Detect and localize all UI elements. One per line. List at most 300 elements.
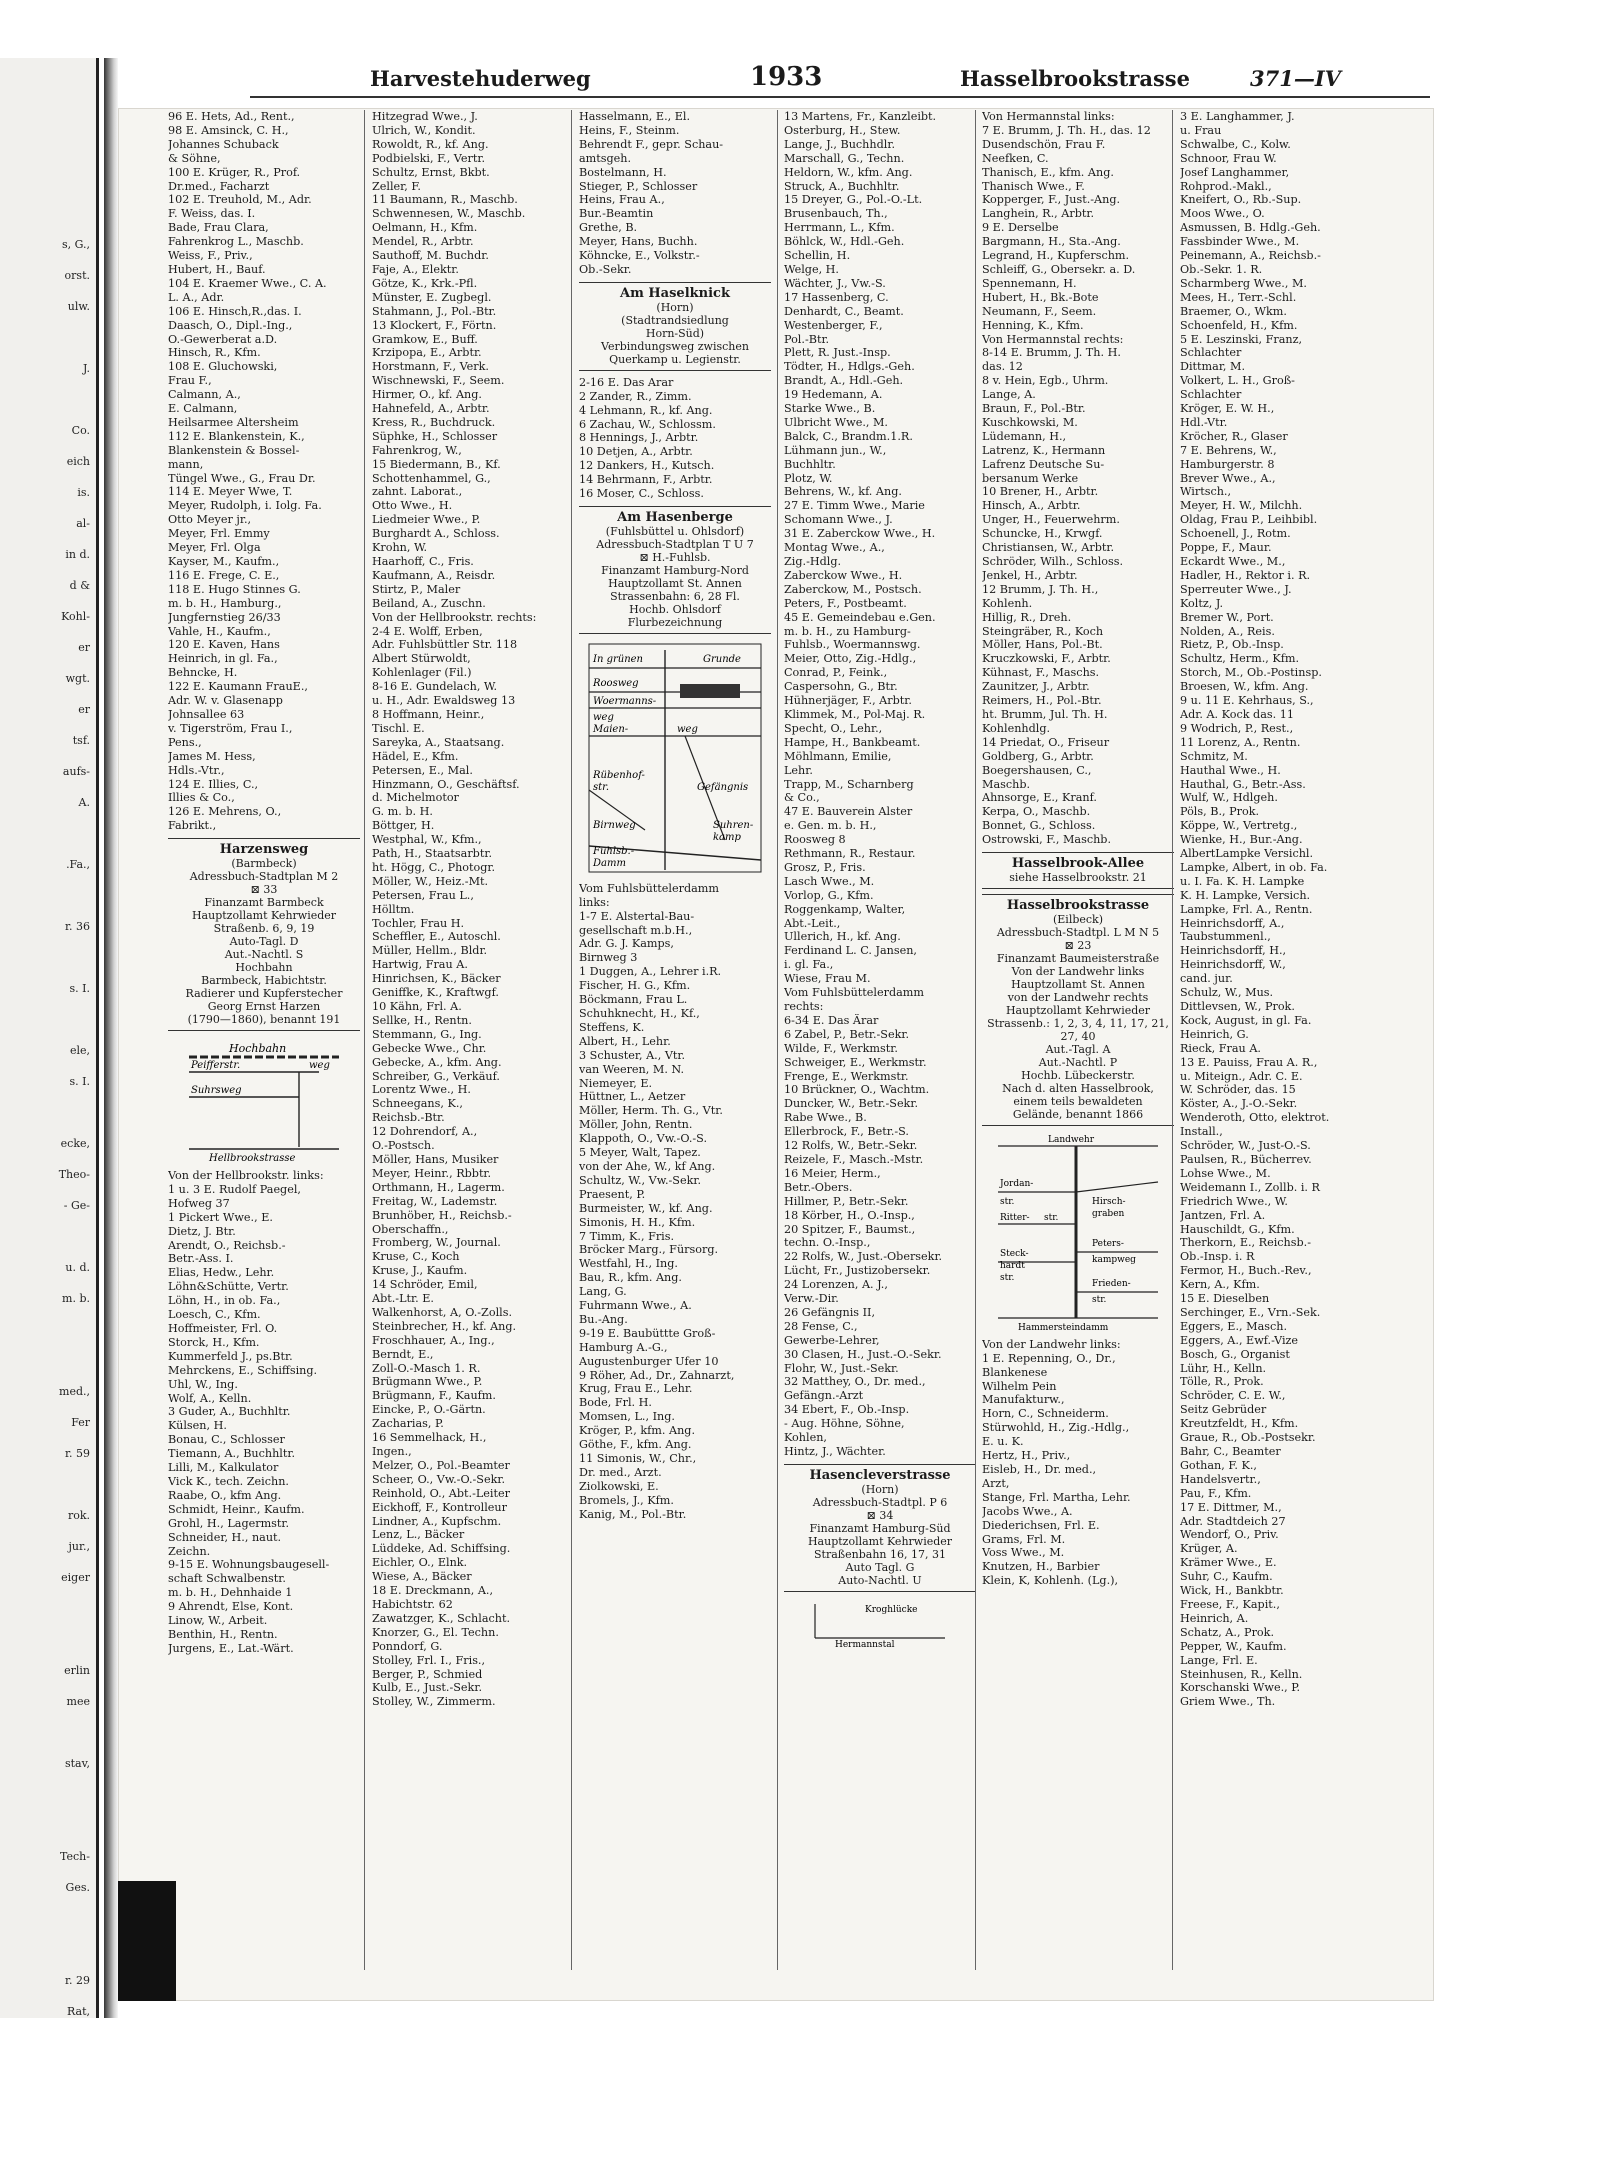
directory-entry: Eickhoff, F., Kontrolleur <box>372 1500 507 1514</box>
directory-entry: Stemmann, G., Ing. <box>372 1027 482 1041</box>
directory-entry: James M. Hess, <box>168 749 256 763</box>
directory-entry: 1 Duggen, A., Lehrer i.R. <box>579 965 722 979</box>
directory-entry: L. A., Adr. <box>168 290 225 304</box>
directory-entry: Vick K., tech. Zeichn. <box>168 1474 289 1488</box>
directory-entry: Hartwig, Frau A. <box>372 958 468 972</box>
directory-entry: Hinsch, A., Arbtr. <box>982 499 1081 513</box>
gutter-text-fragment: aufs- <box>62 765 90 778</box>
gutter-text-fragment: er <box>78 703 90 716</box>
map-label: Gefängnis <box>697 781 749 793</box>
directory-entry: Pepper, W., Kaufm. <box>1180 1639 1287 1653</box>
directory-entry: Schwalbe, C., Kolw. <box>1180 137 1291 151</box>
directory-entry: cand. jur. <box>1180 972 1233 986</box>
directory-entry: Zeichn. <box>168 1544 211 1558</box>
directory-entry: Roggenkamp, Walter, <box>784 902 906 916</box>
directory-entry: Therkorn, E., Reichsb.- <box>1180 1236 1311 1250</box>
directory-entry: Gebecke, A., kfm. Ang. <box>372 1055 502 1069</box>
directory-entry: Wienke, H., Bur.-Ang. <box>1180 833 1303 847</box>
directory-entry: Hädel, E., Kfm. <box>372 749 459 763</box>
gutter-text-fragment: s. I. <box>69 982 90 995</box>
directory-entry: Kreutzfeldt, H., Kfm. <box>1180 1417 1299 1431</box>
directory-entry: - Aug. Höhne, Söhne, <box>784 1417 905 1431</box>
directory-entry: 12 Rolfs, W., Betr.-Sekr. <box>784 1139 918 1153</box>
directory-entry: Krug, Frau E., Lehr. <box>579 1382 693 1396</box>
directory-entry: Specht, O., Lehr., <box>784 721 883 735</box>
map-label: Hammersteindamm <box>1018 1322 1109 1332</box>
gutter-text-fragment: m. b. <box>62 1292 90 1305</box>
directory-entry: Bau, R., kfm. Ang. <box>579 1271 682 1285</box>
street-box-hasselbrook-allee <box>982 852 1174 889</box>
directory-entry: Lohse Wwe., M. <box>1180 1166 1271 1180</box>
directory-entry: 6 Zabel, P., Betr.-Sekr. <box>784 1027 910 1041</box>
header-right-street: Hasselbrookstrasse <box>960 66 1190 91</box>
directory-entry: Pöls, B., Prok. <box>1180 805 1260 819</box>
column-2-entries <box>372 110 564 1709</box>
directory-entry: Kopperger, F., Just.-Ang. <box>982 193 1121 207</box>
directory-entry: Storch, M., Ob.-Postinsp. <box>1180 666 1322 680</box>
directory-entry: Schreiber, G., Verkäuf. <box>372 1069 500 1083</box>
directory-entry: Lindner, A., Kupfschm. <box>372 1514 502 1528</box>
map-label: Hellbrookstrasse <box>209 1153 296 1164</box>
directory-entry: Freese, F., Kapit., <box>1180 1597 1280 1611</box>
street-info-line: Von der Landwehr links <box>1011 964 1145 978</box>
street-info-line: Adressbuch-Stadtpl. L M N 5 <box>996 925 1160 939</box>
directory-entry: Pol.-Btr. <box>784 332 830 346</box>
directory-entry: Roosweg 8 <box>784 833 846 847</box>
directory-entry: Schultz, Herm., Kfm. <box>1180 652 1300 666</box>
directory-entry: Brügmann, F., Kaufm. <box>372 1389 496 1403</box>
directory-entry: Eggers, A., Ewf.-Vize <box>1180 1333 1299 1347</box>
directory-entry: Münster, E. Zugbegl. <box>372 290 492 304</box>
street-info-line: Radierer und Kupferstecher <box>185 987 343 1001</box>
directory-entry: Ingen., <box>372 1445 412 1458</box>
directory-entry: Mees, H., Terr.-Schl. <box>1180 290 1297 304</box>
gutter-text-fragment: er <box>78 641 90 654</box>
map-label: str. <box>593 781 610 793</box>
map-label: str. <box>1092 1294 1107 1305</box>
directory-entry: Tödter, H., Hdlgs.-Geh. <box>784 360 915 374</box>
directory-entry: Möller, W., Heiz.-Mt. <box>372 874 489 888</box>
directory-entry: 24 Lorenzen, A. J., <box>784 1278 888 1292</box>
directory-entry: gesellschaft m.b.H., <box>579 923 693 937</box>
directory-entry: ht. Högg, C., Photogr. <box>372 860 496 874</box>
directory-entry: Maschb. <box>982 777 1031 791</box>
directory-entry: Melzer, O., Pol.-Beamter <box>372 1458 510 1472</box>
directory-entry: Legrand, H., Kupferschm. <box>982 249 1130 263</box>
street-info-line: (1790—1860), benannt 191 <box>187 1013 341 1027</box>
directory-entry: Graue, R., Ob.-Postsekr. <box>1180 1431 1316 1445</box>
directory-entry: Scheffler, E., Autoschl. <box>372 930 501 944</box>
directory-entry: Suhr, C., Kaufm. <box>1180 1570 1273 1584</box>
directory-entry: Otto Meyer jr., <box>168 513 252 527</box>
gutter-text-fragment: eiger <box>61 1571 90 1584</box>
column-3-entries <box>579 110 771 277</box>
directory-entry: Goldberg, G., Arbtr. <box>982 749 1094 763</box>
directory-entry: Ferdinand L. C. Jansen, <box>784 944 917 958</box>
directory-entry: Raabe, O., kfm Ang. <box>168 1488 282 1502</box>
directory-entry: Peinemann, A., Reichsb.- <box>1180 249 1321 263</box>
directory-entry: Schneider, H., naut. <box>168 1530 282 1544</box>
directory-entry: m. b. H., Hamburg., <box>168 596 282 610</box>
directory-entry: Beiland, A., Zuschn. <box>372 596 486 610</box>
directory-entry: schaft Schwalbenstr. <box>168 1572 286 1586</box>
directory-entry: Gewerbe-Lehrer, <box>784 1333 880 1347</box>
directory-entry: Conrad, P., Feink., <box>784 666 888 680</box>
directory-entry: Lampke, Albert, in ob. Fa. <box>1180 860 1328 874</box>
map-label: str. <box>1044 1212 1059 1223</box>
directory-entry: Mehrckens, E., Schiffsing. <box>168 1363 318 1377</box>
street-info-line: Adressbuch-Stadtplan T U 7 <box>596 537 754 551</box>
column-3-entries-haselknick <box>579 376 771 501</box>
map-label: Rübenhof- <box>593 769 645 781</box>
directory-entry: & Co., <box>784 791 820 805</box>
directory-entry: 6 Zachau, W., Schlossm. <box>579 417 716 431</box>
directory-entry: Spennemann, H. <box>982 276 1077 290</box>
directory-entry: Stirtz, P., Maler <box>372 582 461 596</box>
directory-entry: Möhlmann, Emilie, <box>784 749 892 763</box>
directory-entry: Uhl, W., Ing. <box>168 1377 238 1391</box>
directory-entry: Illies & Co., <box>168 791 235 805</box>
gutter-text-fragment: ulw. <box>67 300 90 313</box>
directory-entry: Zawatzger, K., Schlacht. <box>372 1611 511 1625</box>
directory-entry: Dittlevsen, W., Prok. <box>1180 1000 1295 1013</box>
directory-entry: Kanig, M., Pol.-Btr. <box>579 1507 687 1521</box>
directory-entry: 98 E. Amsinck, C. H., <box>168 123 289 137</box>
directory-entry: 11 Simonis, W., Chr., <box>579 1452 697 1465</box>
directory-entry: Augustenburger Ufer 10 <box>579 1354 719 1368</box>
directory-entry: 8 v. Hein, Egb., Uhrm. <box>982 374 1109 388</box>
directory-entry: 118 E. Hugo Stinnes G. <box>168 582 301 596</box>
directory-entry: Schomann Wwe., J. <box>784 513 893 527</box>
directory-entry: Tüngel Wwe., G., Frau Dr. <box>168 471 316 485</box>
column-1 <box>168 110 360 1656</box>
header-page-number: 371—IV <box>1250 66 1341 91</box>
column-2 <box>372 110 564 1709</box>
directory-entry: Göthe, F., kfm. Ang. <box>579 1438 692 1452</box>
directory-entry: Grosz, P., Fris. <box>784 860 866 874</box>
directory-entry: 32 Matthey, O., Dr. med., <box>784 1375 926 1389</box>
directory-entry: 104 E. Kraemer Wwe., C. A. <box>168 276 327 290</box>
directory-entry: Lafrenz Deutsche Su- <box>982 457 1105 471</box>
directory-entry: Niemeyer, E. <box>579 1076 653 1090</box>
directory-entry: 3 Guder, A., Buchhltr. <box>168 1405 291 1419</box>
street-info-line: Hauptzollamt Kehrwieder <box>1005 1003 1151 1017</box>
directory-entry: Hillmer, P., Betr.-Sekr. <box>784 1194 909 1208</box>
directory-entry: Klappoth, O., Vw.-O.-S. <box>579 1132 707 1146</box>
directory-entry: 13 Martens, Fr., Kanzleibt. <box>784 110 937 123</box>
directory-entry: Heinrich, A. <box>1180 1611 1249 1625</box>
directory-entry: Meyer, H. W., Milchh. <box>1180 499 1303 513</box>
column-divider <box>777 110 778 1970</box>
directory-entry: Griem Wwe., Th. <box>1180 1695 1276 1709</box>
directory-entry: Vom Fuhlsbüttelerdamm <box>784 986 925 1000</box>
directory-entry: Böhlck, W., Hdl.-Geh. <box>784 235 905 249</box>
directory-entry: 34 Ebert, F., Ob.-Insp. <box>784 1403 910 1417</box>
directory-entry: 9 Röher, Ad., Dr., Zahnarzt, <box>579 1368 735 1382</box>
directory-entry: m. b. H., zu Hamburg- <box>784 624 911 638</box>
directory-entry: Oldag, Frau P., Leihbibl. <box>1180 513 1318 527</box>
gutter-text-fragment: wgt. <box>65 672 90 685</box>
directory-entry: Reinhold, O., Abt.-Leiter <box>372 1486 510 1500</box>
directory-entry: Hoffmeister, Frl. O. <box>168 1322 278 1335</box>
street-info-line: Aut.-Nachtl. P <box>1038 1055 1118 1069</box>
directory-entry: Stange, Frl. Martha, Lehr. <box>982 1490 1131 1504</box>
directory-entry: Lasch Wwe., M. <box>784 874 875 888</box>
directory-entry: Köster, A., J.-O.-Sekr. <box>1180 1097 1298 1111</box>
directory-entry: bersanum Werke <box>982 471 1079 485</box>
directory-entry: Geniffke, K., Kraftwgf. <box>372 986 499 1000</box>
street-info-line: Georg Ernst Harzen <box>207 1000 321 1014</box>
directory-entry: 3 E. Langhammer, J. <box>1180 110 1295 123</box>
map-label: Fuhlsb.- <box>593 845 635 857</box>
directory-entry: Von der Hellbrookstr. rechts: <box>372 610 537 624</box>
directory-entry: Betr.-Obers. <box>784 1180 853 1194</box>
directory-entry: Sareyka, A., Staatsang. <box>372 735 505 749</box>
directory-entry: Linow, W., Arbeit. <box>168 1614 268 1628</box>
street-info-line: Gelände, benannt 1866 <box>1012 1107 1144 1121</box>
directory-entry: Meier, Otto, Zig.-Hdlg., <box>784 652 917 666</box>
directory-entry: Eggers, E., Masch. <box>1180 1319 1288 1333</box>
gutter-text-fragment: jur., <box>68 1540 90 1553</box>
directory-entry: Taubstummenl., <box>1180 930 1271 944</box>
street-info-line: Hauptzollamt Kehrwieder <box>191 909 337 923</box>
directory-entry: Heins, F., Steinm. <box>579 123 680 137</box>
directory-entry: Rowoldt, R., kf. Ang. <box>372 137 489 151</box>
directory-entry: Schmitz, M. <box>1180 749 1248 763</box>
directory-entry: Schwennesen, W., Maschb. <box>372 207 526 221</box>
directory-entry: Berger, P., Schmied <box>372 1667 483 1681</box>
directory-entry: Tochler, Frau H. <box>372 916 465 930</box>
directory-entry: Birnweg 3 <box>579 951 638 965</box>
directory-entry: Sperreuter Wwe., J. <box>1180 582 1292 596</box>
directory-entry: Hdl.-Vtr. <box>1180 415 1228 429</box>
directory-entry: Ob.-Insp. i. R <box>1180 1250 1255 1264</box>
street-info-line: (Stadtrandsiedlung <box>621 313 729 327</box>
directory-entry: 108 E. Gluchowski, <box>168 360 278 374</box>
gutter-text-fragment: r. 36 <box>64 920 90 933</box>
directory-entry: Hubert, H., Bk.-Bote <box>982 290 1099 304</box>
directory-entry: 14 Behrmann, F., Arbtr. <box>579 473 713 487</box>
street-box-hasselbrookstrasse <box>982 894 1174 1126</box>
directory-entry: 9 E. Derselbe <box>982 221 1059 235</box>
directory-entry: Zacharias, P. <box>372 1417 444 1431</box>
street-info-line: (Horn) <box>861 1482 899 1496</box>
gutter-text-fragment: r. 29 <box>64 1974 90 1987</box>
gutter-text-fragment: eich <box>66 455 90 468</box>
street-info-line: ⊠ 23 <box>1064 938 1092 952</box>
directory-entry: Kuschkowski, M. <box>982 415 1078 429</box>
directory-entry: 13 E. Pauiss, Frau A. R., <box>1180 1055 1318 1069</box>
street-box-am-haselknick <box>579 282 771 371</box>
directory-entry: 2 Zander, R., Zimm. <box>579 389 692 403</box>
directory-entry: Zaberckow, M., Postsch. <box>784 582 922 596</box>
directory-entry: Simonis, H. H., Kfm. <box>579 1215 696 1229</box>
street-box-hasencleverstrasse <box>784 1464 976 1592</box>
directory-entry: Poppe, F., Maur. <box>1180 541 1272 555</box>
map-label: Peifferstr. <box>191 1060 241 1072</box>
directory-entry: Ostrowski, F., Maschb. <box>982 833 1112 847</box>
directory-entry: Diederichsen, Frl. E. <box>982 1518 1100 1532</box>
directory-entry: Podbielski, F., Vertr. <box>372 151 485 165</box>
directory-entry: Zaunitzer, J., Arbtr. <box>982 680 1090 694</box>
directory-entry: van Weeren, M. N. <box>579 1062 685 1076</box>
scan-corner-shadow <box>118 1881 176 2001</box>
street-info <box>579 301 771 366</box>
street-info-line: Hauptzollamt St. Annen <box>608 576 742 590</box>
directory-entry: Thanisch Wwe., F. <box>982 179 1085 193</box>
directory-entry: Praesent, P. <box>579 1187 646 1201</box>
directory-entry: Kohlenlager (Fil.) <box>372 666 472 680</box>
map-label: Landwehr <box>1048 1134 1095 1145</box>
street-info-line: Auto-Nachtl. U <box>838 1573 922 1587</box>
column-divider <box>1172 110 1173 1970</box>
directory-entry: 122 E. Kaumann FrauE., <box>168 680 308 694</box>
directory-entry: e. Gen. m. b. H., <box>784 819 877 833</box>
directory-entry: Schoenell, J., Rotm. <box>1180 527 1291 541</box>
gutter-text-fragment: Ges. <box>65 1881 90 1894</box>
directory-entry: Seitz Gebrüder <box>1180 1403 1267 1417</box>
directory-entry: Hüttner, L., Aetzer <box>579 1090 686 1104</box>
directory-entry: Lücht, Fr., Justizobersekr. <box>784 1264 931 1278</box>
street-info-line: Hochbahn <box>235 961 293 975</box>
directory-entry: Bostelmann, H. <box>579 165 667 179</box>
directory-entry: Schultz, Ernst, Bkbt. <box>372 165 490 179</box>
directory-entry: Berndt, E., <box>372 1347 434 1361</box>
directory-entry: Horstmann, F., Verk. <box>372 360 489 374</box>
directory-entry: Schuncke, H., Krwgf. <box>982 527 1103 541</box>
directory-entry: Petersen, E., Mal. <box>372 763 473 777</box>
directory-entry: Heins, Frau A., <box>579 193 665 207</box>
directory-entry: Tölle, R., Prok. <box>1180 1375 1264 1389</box>
directory-entry: Liedmeier Wwe., P. <box>372 513 481 527</box>
directory-entry: Jungfernstieg 26/33 <box>168 610 281 624</box>
gutter-text-fragment: s, G., <box>61 238 90 251</box>
directory-entry: 112 E. Blankenstein, K., <box>168 429 305 443</box>
directory-entry: Hinzmann, O., Geschäftsf. <box>372 777 520 791</box>
directory-entry: Herrmann, L., Kfm. <box>784 221 895 235</box>
directory-entry: 100 E. Krüger, R., Prof. <box>168 165 301 179</box>
street-info <box>982 913 1174 1121</box>
directory-entry: Scheer, O., Vw.-O.-Sekr. <box>372 1472 506 1486</box>
street-box-am-hasenberge <box>579 506 771 634</box>
directory-entry: 15 Dreyer, G., Pol.-O.-Lt. <box>784 193 923 207</box>
directory-entry: Heinrichsdorff, W., <box>1180 958 1286 972</box>
directory-entry: Peters, F., Postbeamt. <box>784 596 907 610</box>
previous-page-gutter <box>0 58 99 2018</box>
street-title: Am Hasenberge <box>617 509 733 525</box>
directory-entry: Mendel, R., Arbtr. <box>372 235 474 249</box>
directory-entry: Hahnefeld, A., Arbtr. <box>372 402 490 416</box>
directory-entry: Fassbinder Wwe., M. <box>1180 235 1300 249</box>
directory-entry: Gebecke Wwe., Chr. <box>372 1041 487 1055</box>
directory-entry: E. Calmann, <box>168 402 238 416</box>
gutter-text-fragment: Rat, <box>66 2005 90 2018</box>
directory-entry: 12 Brumm, J. Th. H., <box>982 582 1099 596</box>
map-label: Grunde <box>703 653 741 665</box>
directory-entry: Oberschaffn., <box>372 1222 449 1236</box>
directory-entry: Hinsch, R., Kfm. <box>168 346 261 360</box>
directory-entry: 96 E. Hets, Ad., Rent., <box>168 110 295 123</box>
directory-entry: Fahrenkrog L., Maschb. <box>168 235 304 249</box>
street-info-line: von der Landwehr rechts <box>1007 990 1149 1004</box>
street-info-line: Auto Tagl. G <box>845 1560 915 1574</box>
directory-entry: Neumann, F., Seem. <box>982 304 1097 318</box>
directory-entry: Kummerfeld J., ps.Btr. <box>168 1349 293 1363</box>
directory-entry: Handelsvertr., <box>1180 1472 1261 1486</box>
directory-entry: Süphke, H., Schlosser <box>372 429 498 443</box>
directory-entry: Fuhlsb., Woermannswg. <box>784 638 921 652</box>
directory-entry: d. Michelmotor <box>372 791 459 805</box>
directory-entry: Behncke, H. <box>168 666 238 680</box>
directory-entry: Trapp, M., Scharnberg <box>784 777 914 791</box>
column-4 <box>784 110 976 1654</box>
directory-entry: Burghardt A., Schloss. <box>372 527 500 541</box>
directory-entry: 114 E. Meyer Wwe, T. <box>168 485 293 499</box>
directory-entry: Brandt, A., Hdl.-Geh. <box>784 374 904 388</box>
street-info-line: Aut.-Tagl. A <box>1045 1042 1111 1056</box>
street-info-line: Hauptzollamt Kehrwieder <box>807 1534 953 1548</box>
gutter-text-fragment: s. I. <box>69 1075 90 1088</box>
directory-entry: 28 Fense, C., <box>784 1319 858 1333</box>
directory-entry: 9-19 E. Baubüttte Groß- <box>579 1326 716 1340</box>
gutter-text-fragment: .Fa., <box>66 858 90 871</box>
gutter-text-fragment: Co. <box>71 424 90 437</box>
directory-entry: Dr.med., Facharzt <box>168 179 270 193</box>
directory-entry: Wächter, J., Vw.-S. <box>784 276 886 290</box>
directory-entry: Walkenhorst, A, O.-Zolls. <box>372 1305 513 1319</box>
directory-entry: Lang, G. <box>579 1285 627 1299</box>
directory-entry: Lüddeke, Ad. Schiffsing. <box>372 1542 511 1556</box>
gutter-text-fragment: mee <box>66 1695 90 1708</box>
directory-entry: Lehr. <box>784 763 813 777</box>
directory-entry: 11 Baumann, R., Maschb. <box>372 193 518 207</box>
directory-entry: Jantzen, Frl. A. <box>1180 1208 1266 1222</box>
directory-entry: Kohlen, <box>784 1431 827 1445</box>
directory-entry: E. u. K. <box>982 1435 1024 1449</box>
directory-entry: Köhncke, E., Volkstr.- <box>579 249 700 263</box>
directory-entry: 8-16 E. Gundelach, W. <box>372 680 498 694</box>
directory-entry: 102 E. Treuhold, M., Adr. <box>168 193 312 207</box>
street-title: Hasselbrook-Allee <box>1011 856 1145 872</box>
directory-entry: Plett, R. Just.-Insp. <box>784 346 891 360</box>
directory-entry: 14 Priedat, O., Friseur <box>982 735 1110 749</box>
directory-entry: Grams, Frl. M. <box>982 1532 1066 1546</box>
directory-entry: Wilde, F., Werkmstr. <box>784 1041 898 1055</box>
directory-entry: Vom Fuhlsbüttelerdamm <box>579 881 720 895</box>
directory-entry: Path, H., Staatsarbtr. <box>372 847 493 861</box>
directory-entry: Kayser, M., Kaufm., <box>168 555 280 568</box>
directory-entry: F. Weiss, das. I. <box>168 207 256 221</box>
column-1-entries-continued <box>168 1169 360 1656</box>
directory-entry: Knorzer, G., El. Techn. <box>372 1625 499 1639</box>
directory-entry: Adr. G. J. Kamps, <box>579 937 674 951</box>
directory-entry: Westphal, W., Kfm., <box>372 833 482 847</box>
directory-entry: Külsen, H. <box>168 1419 227 1433</box>
directory-entry: Faje, A., Elektr. <box>372 262 459 276</box>
column-6-entries <box>1180 110 1372 1709</box>
directory-entry: 1 u. 3 E. Rudolf Paegel, <box>168 1182 301 1196</box>
gutter-text-fragment: in d. <box>65 548 90 561</box>
directory-entry: 10 Detjen, A., Arbtr. <box>579 445 693 459</box>
directory-entry: Petersen, Frau L., <box>372 888 474 902</box>
directory-entry: Braun, F., Pol.-Btr. <box>982 402 1086 416</box>
directory-entry: Hasselmann, E., El. <box>579 110 691 123</box>
directory-entry: Rietz, P., Ob.-Insp. <box>1180 638 1284 652</box>
directory-entry: Von Hermannstal links: <box>982 110 1115 123</box>
directory-entry: Hdls.-Vtr., <box>168 763 225 777</box>
directory-entry: Klimmek, M., Pol-Maj. R. <box>784 707 926 721</box>
directory-entry: Ahnsorge, E., Kranf. <box>982 791 1097 805</box>
